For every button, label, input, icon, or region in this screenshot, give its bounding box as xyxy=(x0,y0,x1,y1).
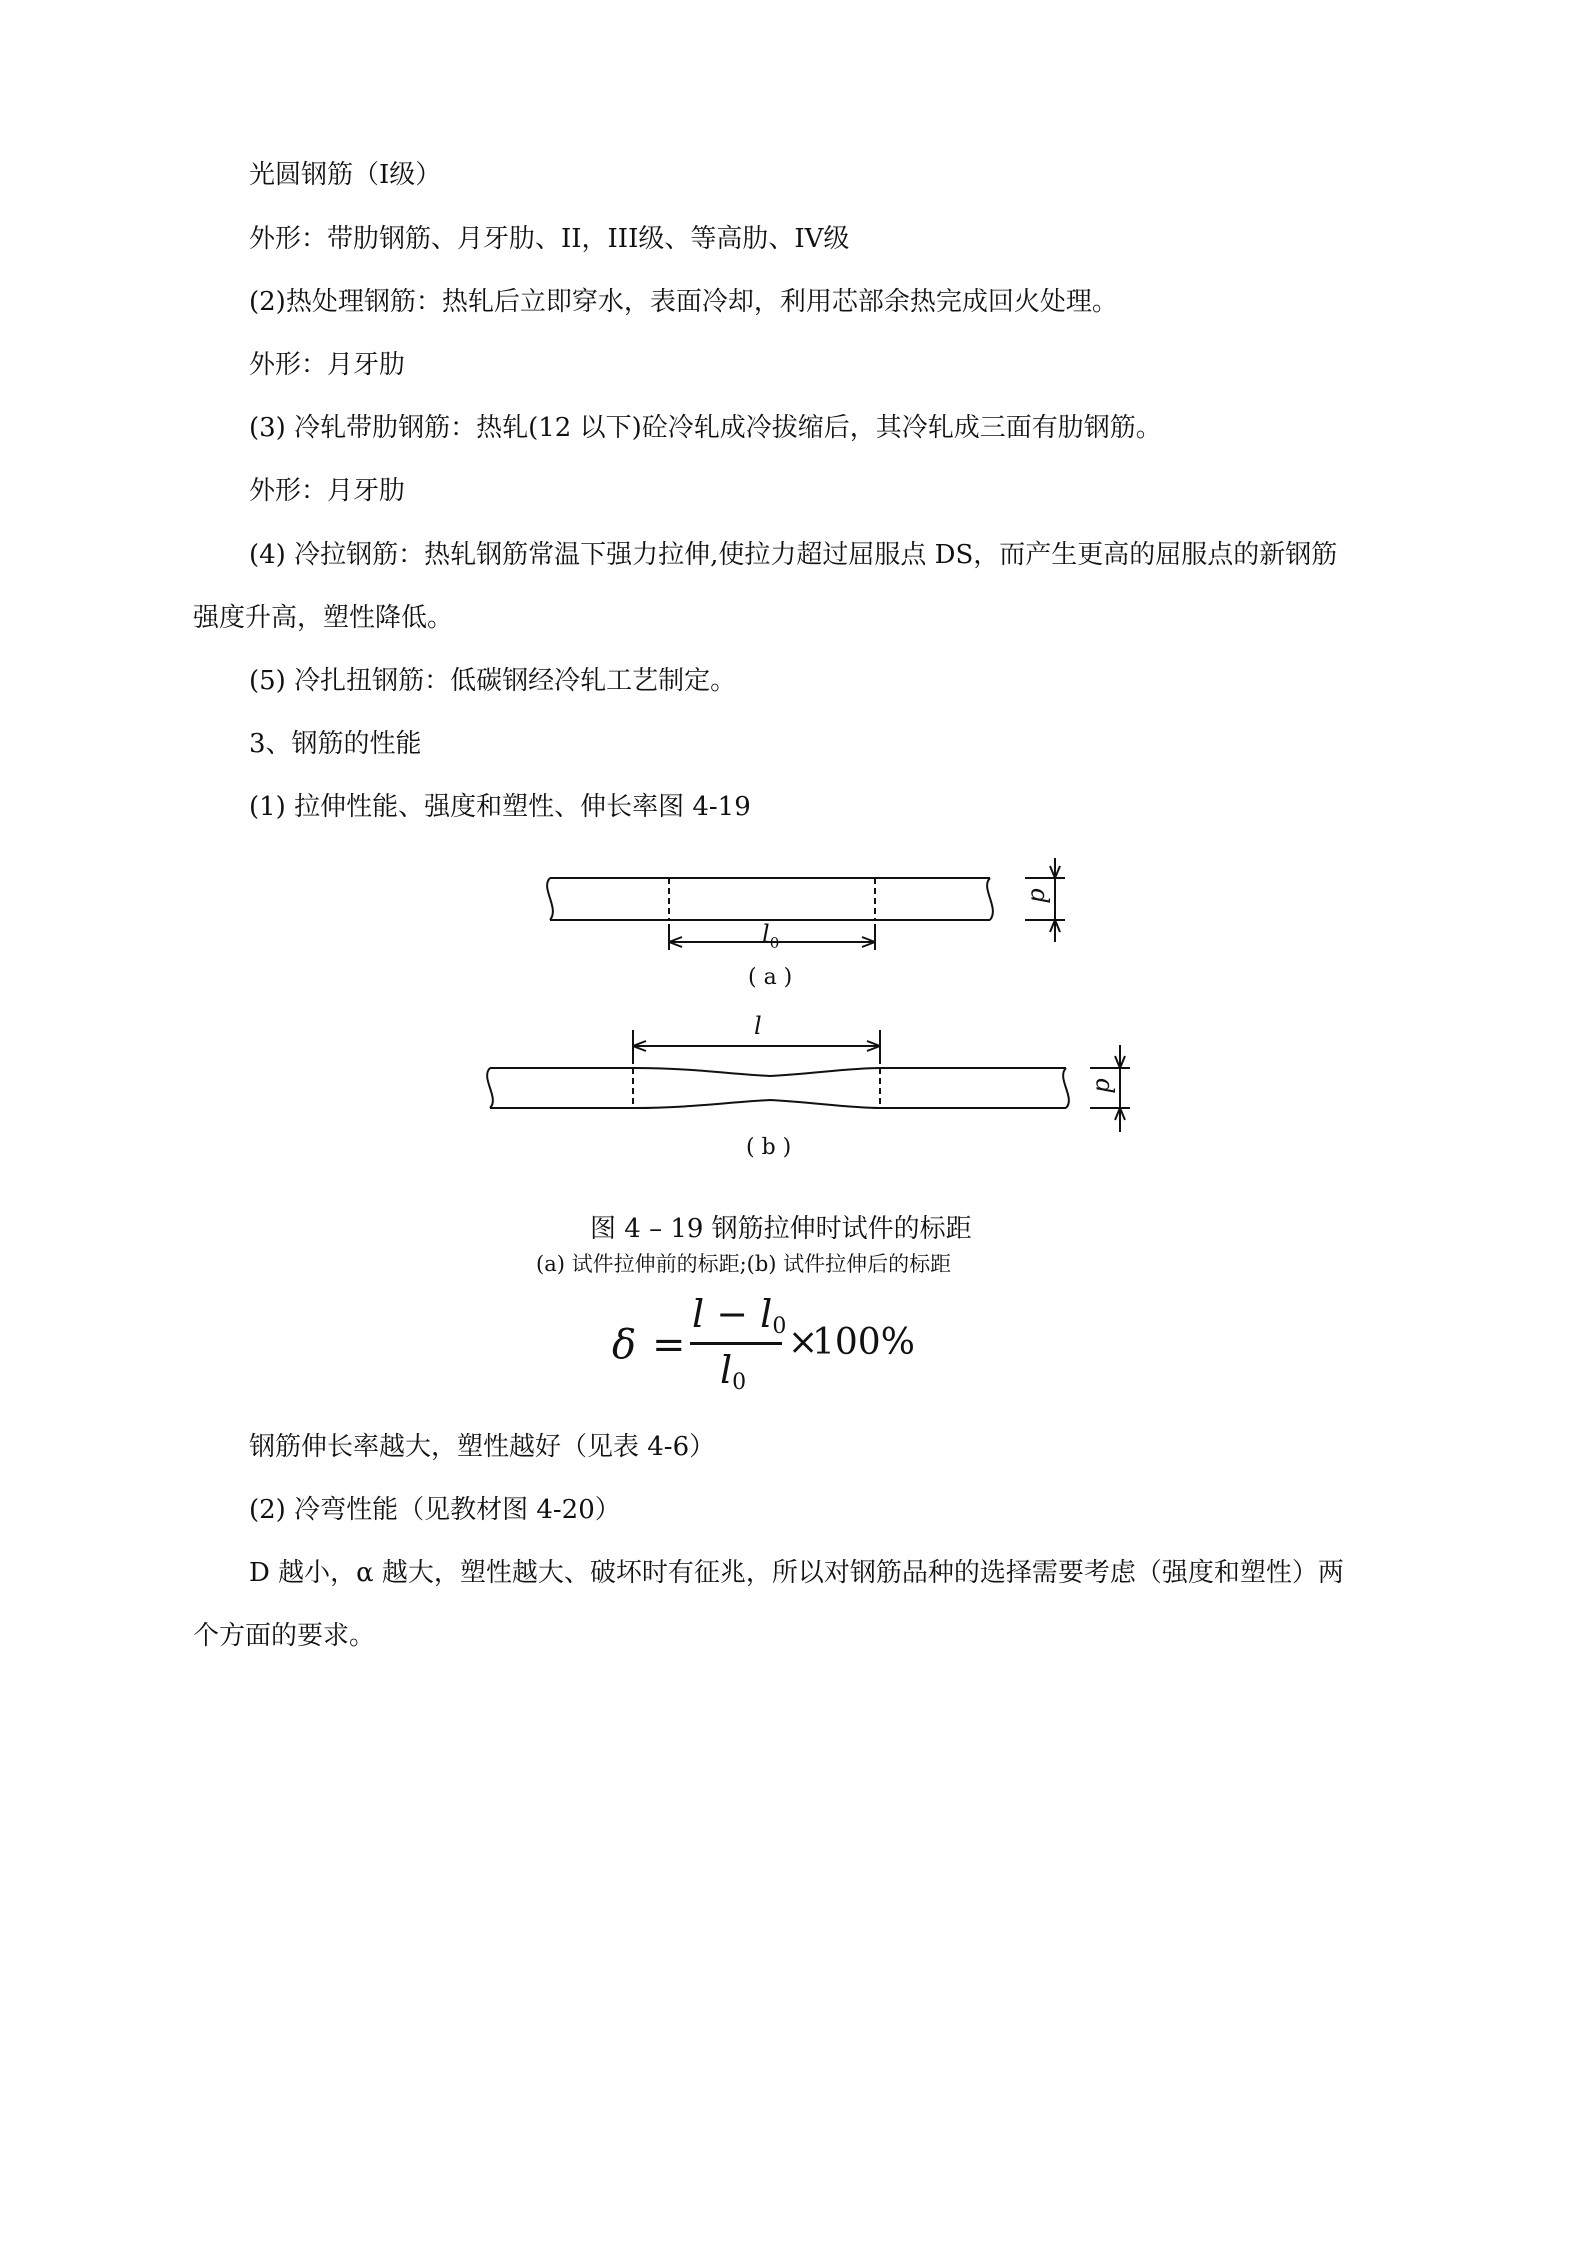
label-d-b: d xyxy=(1090,1078,1119,1094)
formula-numerator: $l - l_0$ xyxy=(692,1292,787,1339)
paragraph-11: 钢筋伸长率越大，塑性越好（见表 4-6） xyxy=(249,1432,716,1462)
paragraph-1: 光圆钢筋（I级） xyxy=(249,160,442,190)
paragraph-7: (4) 冷拉钢筋：热轧钢筋常温下强力拉伸,使拉力超过屈服点 DS，而产生更高的屈服点的新钢筋 xyxy=(249,540,1338,570)
formula-times: × xyxy=(788,1322,819,1363)
bar-after-tension xyxy=(487,1030,1130,1132)
figure-caption-subtitle: (a) 试件拉伸前的标距;(b) 试件拉伸后的标距 xyxy=(536,1252,952,1276)
paragraph-12: (2) 冷弯性能（见教材图 4-20） xyxy=(249,1495,621,1525)
formula-percent: 100% xyxy=(812,1322,915,1363)
paragraph-7-cont: 强度升高，塑性降低。 xyxy=(193,603,454,633)
paragraph-8: (5) 冷扎扭钢筋：低碳钢经冷轧工艺制定。 xyxy=(249,666,737,696)
formula-fraction-bar xyxy=(690,1342,782,1345)
formula-delta: δ xyxy=(612,1322,637,1368)
paragraph-3: (2)热处理钢筋：热轧后立即穿水，表面冷却，利用芯部余热完成回火处理。 xyxy=(249,287,1118,317)
paragraph-13: D 越小，α 越大，塑性越大、破坏时有征兆，所以对钢筋品种的选择需要考虑（强度和塑性）两 xyxy=(249,1558,1344,1588)
figure-caption-title: 图 4 – 19 钢筋拉伸时试件的标距 xyxy=(590,1214,972,1244)
paragraph-6: 外形：月牙肋 xyxy=(249,476,406,506)
subfigure-label-b: ( b ) xyxy=(746,1135,792,1160)
paragraph-9: 3、钢筋的性能 xyxy=(249,729,422,759)
subfigure-label-a: ( a ) xyxy=(748,965,793,990)
paragraph-5: (3) 冷轧带肋钢筋：热轧(12 以下)砼冷轧成冷拔缩后，其冷轧成三面有肋钢筋。 xyxy=(249,413,1162,443)
paragraph-10: (1) 拉伸性能、强度和塑性、伸长率图 4-19 xyxy=(249,792,751,822)
label-l: l xyxy=(754,1012,762,1040)
paragraph-2: 外形：带肋钢筋、月牙肋、II，III级、等高肋、IV级 xyxy=(249,224,850,254)
label-l0: $l_0$ xyxy=(762,920,780,952)
paragraph-4: 外形：月牙肋 xyxy=(249,350,406,380)
formula-denominator: $l_0$ xyxy=(720,1348,747,1395)
elongation-formula xyxy=(612,1292,932,1412)
formula-equals: = xyxy=(652,1322,686,1368)
bar-before-tension xyxy=(547,858,1065,950)
label-d-a: d xyxy=(1025,888,1054,904)
paragraph-13-cont: 个方面的要求。 xyxy=(193,1621,376,1651)
